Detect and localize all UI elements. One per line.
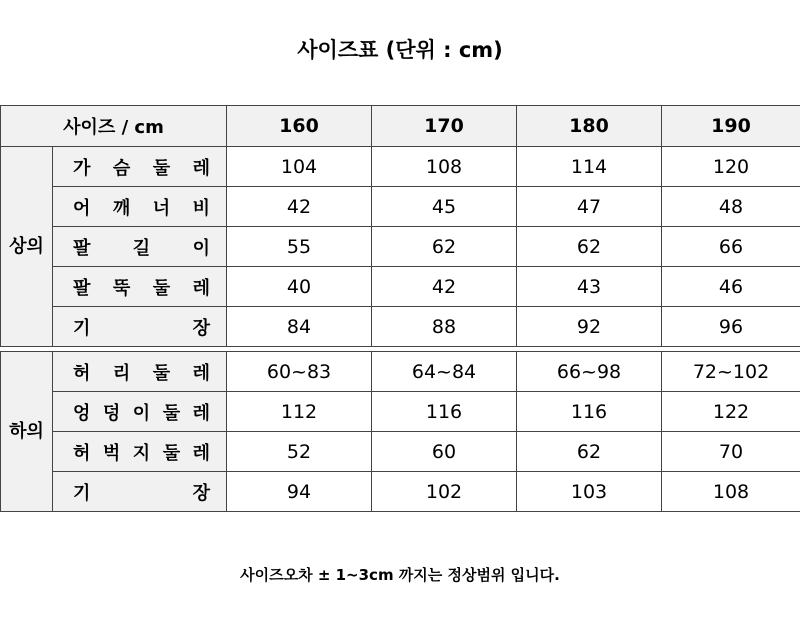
table-row: [1, 227, 800, 267]
table-row: [1, 472, 800, 512]
table-cell: 48: [662, 187, 800, 227]
table-cell: 94: [227, 472, 372, 512]
table-cell: 55: [227, 227, 372, 267]
table-cell: 64~84: [372, 352, 517, 392]
page-title: 사이즈표 (단위 : cm): [297, 38, 503, 62]
table-cell: 70: [662, 432, 800, 472]
size-col-header: 190: [662, 106, 800, 147]
table-cell: 66~98: [517, 352, 662, 392]
row-label: 팔 길 이: [53, 227, 227, 267]
size-col-header: 170: [372, 106, 517, 147]
table-cell: 60~83: [227, 352, 372, 392]
table-cell: 120: [662, 147, 800, 187]
table-cell: 116: [372, 392, 517, 432]
table-row: [1, 187, 800, 227]
table-cell: 66: [662, 227, 800, 267]
table-cell: 62: [372, 227, 517, 267]
table-row: [1, 147, 800, 187]
table-cell: 45: [372, 187, 517, 227]
table-cell: 112: [227, 392, 372, 432]
table-cell: 43: [517, 267, 662, 307]
size-col-header: 160: [227, 106, 372, 147]
group-label-bottom: 하의: [1, 352, 53, 512]
table-row: [1, 392, 800, 432]
table-row: [1, 307, 800, 347]
table-cell: 42: [372, 267, 517, 307]
table-cell: 62: [517, 227, 662, 267]
table-row: [1, 352, 800, 392]
table-cell: 72~102: [662, 352, 800, 392]
table-header-row: [1, 106, 800, 147]
table-cell: 40: [227, 267, 372, 307]
size-table: [0, 105, 800, 512]
table-cell: 116: [517, 392, 662, 432]
table-cell: 42: [227, 187, 372, 227]
row-label: 엉 덩 이 둘 레: [53, 392, 227, 432]
row-label: 가 슴 둘 레: [53, 147, 227, 187]
row-label: 어 깨 너 비: [53, 187, 227, 227]
table-cell: 88: [372, 307, 517, 347]
table-cell: 103: [517, 472, 662, 512]
table-cell: 108: [372, 147, 517, 187]
tolerance-note: 사이즈오차 ± 1~3cm 까지는 정상범위 입니다.: [240, 566, 560, 584]
table-cell: 84: [227, 307, 372, 347]
table-cell: 52: [227, 432, 372, 472]
row-label: 허 리 둘 레: [53, 352, 227, 392]
size-col-header: 180: [517, 106, 662, 147]
row-label: 기 장: [53, 307, 227, 347]
table-cell: 96: [662, 307, 800, 347]
table-cell: 102: [372, 472, 517, 512]
table-row: [1, 432, 800, 472]
table-cell: 122: [662, 392, 800, 432]
table-cell: 108: [662, 472, 800, 512]
table-row: [1, 267, 800, 307]
table-cell: 92: [517, 307, 662, 347]
table-cell: 62: [517, 432, 662, 472]
table-cell: 47: [517, 187, 662, 227]
row-label: 기 장: [53, 472, 227, 512]
table-cell: 114: [517, 147, 662, 187]
row-label: 허 벅 지 둘 레: [53, 432, 227, 472]
group-label-top: 상의: [1, 147, 53, 347]
table-cell: 104: [227, 147, 372, 187]
size-header-label: 사이즈 / cm: [1, 106, 227, 147]
row-label: 팔 뚝 둘 레: [53, 267, 227, 307]
table-cell: 46: [662, 267, 800, 307]
table-cell: 60: [372, 432, 517, 472]
